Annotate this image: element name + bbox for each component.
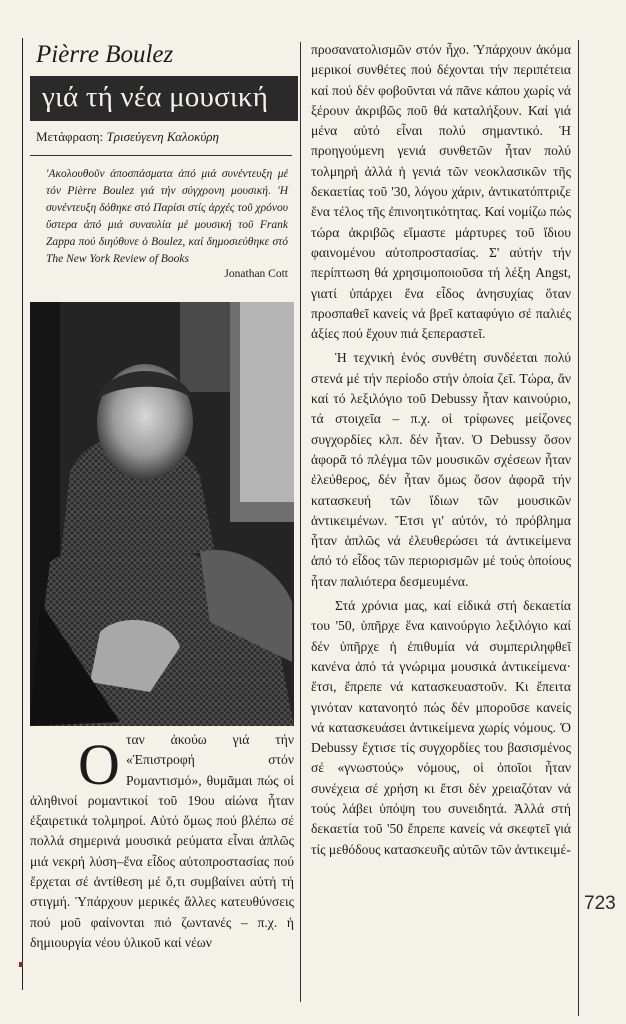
article-author: Pièrre Boulez	[36, 41, 174, 68]
lead-body: ταν ἀκούω γιά τήν «Ἐπιστροφή στόν Ρομαντισμό», θυμᾶμαι πώς οἱ ἀληθινοί ρομαντικοί τοῦ 19ου αἰώνα ἦταν ἐξαιρετικά τολμηροί. Αὐτό ὅμως πού βλέπω σέ πολλά σημερινά μουσικά ρεύματα εἶναι ἁπλῶς μιά νεκρή λύση–ἕνα εἶδος αὐτοπροστασίας πού ἔρχεται σέ ἀντίθεση μέ ὅ,τι συμβαίνει αὐτή τή στιγμή. Ὑπάρχουν μερικές ἄλλες κατευθύνσεις πού μοῦ φαίνονται πιό ζωντανές – π.χ. ἡ δημιουργία νέου ὑλικοῦ καί νέων	[30, 732, 294, 950]
body-paragraph: Ἡ τεχνική ἑνός συνθέτη συνδέεται πολύ στενά μέ τήν περίοδο στήν ὁποία ζεῖ. Τώρα, ἄν καί τό λεξιλόγιο τοῦ Debussy ἦταν καινούριο, τά στοιχεῖα – π.χ. οἱ τρίφωνες μείζονες συγχορδίες κλπ. δέν ἦταν. Ὁ Debussy ὅσον ἀφορᾶ τό πλέγμα τῶν μουσικῶν σχέσεων ἦταν ἐλεύθερος, δέν ἦταν ὅμως ὅσον ἀφορᾶ τήν κατασκευή τῶν ἴδιων τῶν μουσικῶν ἀντικειμένων. Ἔτσι γι' αὐτόν, τό πρόβλημα ἦταν ἁπλῶς νά ἐλευθερώσει τά ἀντικείμενα ἀπό τό εἶδος τῶν περιορισμῶν μέ τούς ὁποίους ἦταν παλιότερα δεσμευμένα.	[311, 350, 571, 589]
drop-cap: O	[78, 732, 120, 797]
header-separator	[30, 155, 292, 156]
column-divider	[300, 42, 301, 1002]
portrait-photo-drawing	[30, 302, 294, 726]
lead-paragraph	[30, 730, 294, 953]
translator-name: Τρισεύγενη Καλοκύρη	[106, 129, 219, 144]
lead-text	[30, 730, 294, 953]
right-column	[311, 40, 571, 860]
left-margin-rule	[22, 38, 23, 990]
translator-line	[36, 129, 294, 145]
interviewer-signature: Jonathan Cott	[224, 268, 288, 280]
body-paragraph: προσανατολισμῶν στόν ἦχο. Ὑπάρχουν ἀκόμα μερικοί συνθέτες πού δέχονται τήν περιπέτεια καί πού δέν φοβοῦνται νά πᾶνε κάπου χωρίς νά ξέρουν ἀκριβῶς ποῦ θά καταλήξουν. Καί γιά μένα αὐτό εἶναι πολύ σημαντικό. Ἡ προηγούμενη γενιά συνθετῶν ἦταν πολύ τολμηρή ἀλλά ἡ γενιά τῶν νεοκλασικῶν τῆς δεκαετίας τοῦ '30, λόγου χάριν, ἀντικατόπτριζε ἕνα τέλος τῆς ἐπινοητικότητας. Καί νομίζω πώς τώρα ἀκριβῶς εἴμαστε μάρτυρες τοῦ ἴδιου φαινομένου αὐτοπροστασίας. Σ' αὐτήν τήν περίπτωση θά χρησιμοποιοῦσα τή λέξη Angst, γιατί ὑπάρχει ἕνα εἶδος ἀνησυχίας ὅταν προσπαθεῖ κανείς νά βρεῖ καταφύγιο σέ παλιές ἀξίες πού ἔχουν πιά ξεπεραστεῖ.	[311, 42, 571, 342]
translator-label: Μετάφραση:	[36, 129, 104, 144]
body-paragraph: Στά χρόνια μας, καί εἰδικά στή δεκαετία του '50, ὑπῆρχε ἕνα καινούργιο λεξιλόγιο καί δέν ὑπῆρχε ἡ ἐπιθυμία νά συμπεριληφθεῖ κανένα ἀπό τά γνώριμα μουσικά ἀντικείμενα· ἔτσι, ἔπρεπε νά κατασκευαστοῦν. Κι ἔπειτα γινόταν κατανοητό πώς δέν μποροῦσε κανείς νά κατασκευάσει ἀντικείμενα χωρίς νόμους. Ὁ Debussy ἔχτισε τίς συγχορδίες του βασισμένος σέ «γνωστούς» νόμους, οἱ ὁποῖοι ἦταν συνέχεια σέ χρήση κι ἔτσι δέν χρειαζόταν νά τούς λάβει ὑπόψη του συνειδητά. Ἀλλά στή δεκαετία τοῦ '50 ἔπρεπε κανείς νά σκεφτεῖ γιά τίς μεθόδους κατασκευῆς αὐτῶν τῶν ἀντικειμέ-	[311, 598, 571, 857]
portrait-photo	[30, 302, 294, 726]
left-column	[30, 40, 294, 950]
article-title: γιά τή νέα μουσική	[30, 76, 298, 121]
margin-mark	[19, 962, 23, 967]
intro-note: 'Ακολουθοῦν ἀποσπάσματα ἀπό μιά συνέντευξη μέ τόν Pièrre Boulez γιά τήν σύγχρονη μουσική. 'Η συνέντευξη δόθηκε στό Παρίσι στίς ἀρχές τοῦ χρόνου ὕστερα ἀπό μιά συναυλία μέ μουσική τοῦ Frank Zappa πού διηύθυνε ὁ Boulez, καί δημοσιεύθηκε στό The New York Review of Books	[46, 168, 288, 265]
right-margin-rule	[578, 40, 579, 1016]
page-number: 723	[584, 893, 616, 914]
